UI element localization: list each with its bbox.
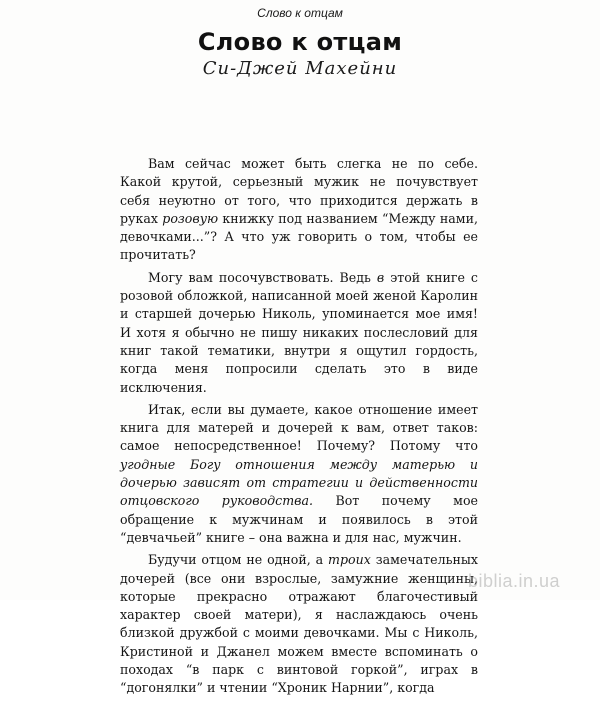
paragraph [120,155,478,265]
text-run: книжку под названием “Между нами, девочками...”? А что уж говорить о том, чтобы ее прочитать? [120,210,478,263]
text-run: Вам сейчас может быть слегка не по себе. Какой крутой, серьезный мужик не почувствует себя неуютно от того, что приходится держать в руках [120,156,478,226]
paragraph [120,551,478,697]
emphasis-run: в [376,269,385,285]
text-run: этой книге с розовой обложкой, написанной моей женой Каролин и старшей дочерью Николь, упоминается мое имя! И хотя я обычно не пишу никаких послесловий для книг такой тематики, внутри я ощутил гордость, когда меня попросили сделать это в виде исключения. [120,269,478,395]
emphasis-run: угодные Богу отношения между матерью и дочерью зависят от стратегии и действенности отцовского руководства. [120,456,478,509]
text-run: замечательных дочерей (все они взрослые, замужние женщины, которые прекрасно отражают благочестивый характер своей матери), я наслаждаюсь очень близкой дружбой с моими девочками. Мы с Николь, Кристиной и Джанел можем вместе вспоминать о походах “в парк с винтовой горкой”, играх в “догонялки” и чтении “Хроник Нарнии”, когда [120,552,478,696]
text-run: Могу вам посочувствовать. Ведь [148,269,377,285]
body-text [120,155,478,702]
emphasis-run: троих [328,552,371,568]
paragraph [120,401,478,547]
paragraph [120,269,478,397]
chapter-title: Слово к отцам [197,28,403,56]
emphasis-run: розовую [162,210,219,226]
author-name: Си-Джей Махейни [202,58,398,79]
running-header: Слово к отцам [257,6,343,20]
text-run: Итак, если вы думаете, какое отношение имеет книга для матерей и дочерей к вам, ответ таков: самое непосредственное! Почему? Потому что [120,401,478,454]
watermark: biblia.in.ua [467,571,560,591]
text-run: Будучи отцом не одной, а [148,552,329,568]
text-run: Вот почему мое обращение к мужчинам и появилось в этой “девчачьей” книге – она важна и для нас, мужчин. [120,493,478,545]
